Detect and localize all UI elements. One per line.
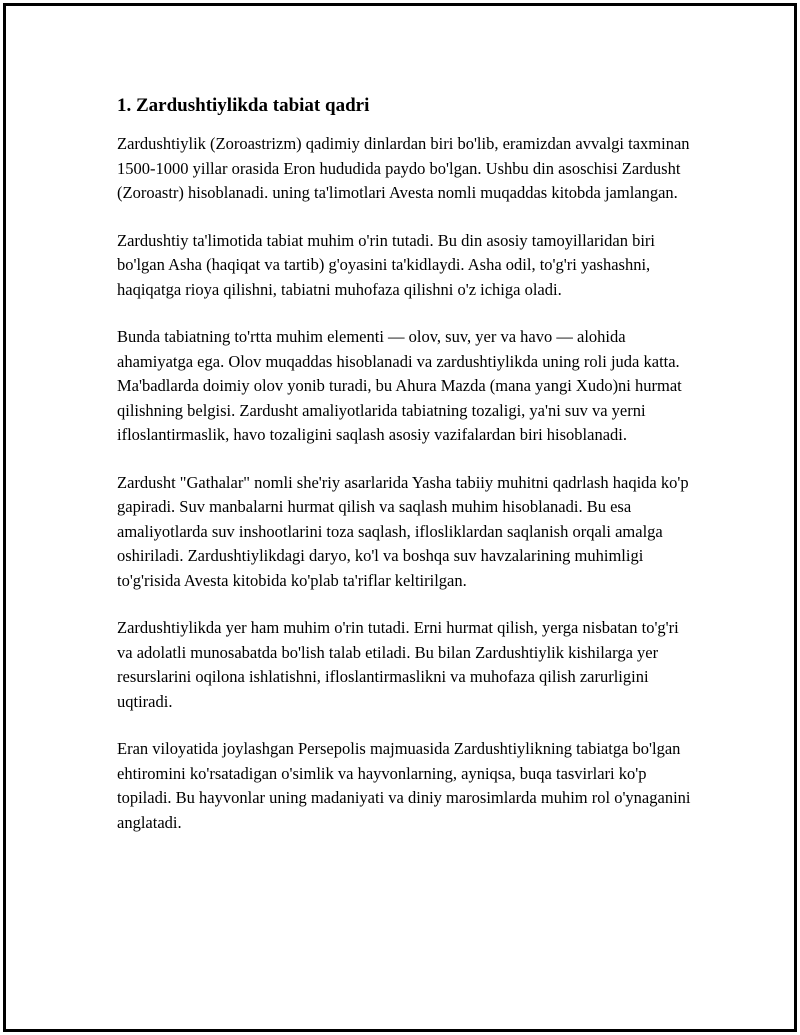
paragraph-intro: Zardushtiylik (Zoroastrizm) qadimiy dinlardan biri bo'lib, eramizdan avvalgi taxminan 1500-1000 yillar orasida Eron hududida paydo bo'lgan. Ushbu din asoschisi Zardusht (Zoroastr) hisoblanadi. uning ta'limotlari Avesta nomli muqaddas kitobda jamlangan.	[117, 134, 690, 202]
paragraph-asha: Zardushtiy ta'limotida tabiat muhim o'rin tutadi. Bu din asosiy tamoyillaridan biri bo'lgan Asha (haqiqat va tartib) g'oyasini ta'kidlaydi. Asha odil, to'g'ri yashashni, haqiqatga rioya qilishni, tabiatni muhofaza qilishni o'z ichiga oladi.	[117, 230, 655, 299]
document-body	[117, 94, 697, 858]
paragraph-gathas: Zardusht "Gathalar" nomli she'riy asarlarida Yasha tabiiy muhitni qadrlash haqida ko'p gapiradi. Suv manbalarni hurmat qilish va saqlash muhim hisoblanadi. Bu esa amaliyotlarda suv inshootlarini toza saqlash, iflosliklardan saqlanish orqali amalga oshiriladi. Zardushtiylikdagi daryo, ko'l va boshqa suv havzalarining muhimligi to'g'risida Avesta kitobida ko'plab ta'riflar keltirilgan.	[117, 472, 689, 590]
paragraph-persepolis: Eran viloyatida joylashgan Persepolis majmuasida Zardushtiylikning tabiatga bo'lgan ehtiromini ko'rsatadigan o'simlik va hayvonlarning, ayniqsa, buqa tasvirlari ko'p topiladi. Bu hayvonlar uning madaniyati va diniy marosimlarda muhim rol o'ynaganini anglatadi.	[117, 739, 691, 832]
paragraph-elements: Bunda tabiatning to'rtta muhim elementi — olov, suv, yer va havo — alohida ahamiyatga ega. Olov muqaddas hisoblanadi va zardushtiylikda uning roli juda katta. Ma'badlarda doimiy olov yonib turadi, bu Ahura Mazda (mana yangi Xudo)ni hurmat qilishning belgisi. Zardusht amaliyotlarida tabiatning tozaligi, ya'ni suv va yerni ifloslantirmaslik, havo tozaligini saqlash asosiy vazifalardan biri hisoblanadi.	[117, 327, 682, 444]
section-heading: 1. Zardushtiylikda tabiat qadri	[117, 95, 370, 116]
paragraph-earth: Zardushtiylikda yer ham muhim o'rin tutadi. Erni hurmat qilish, yerga nisbatan to'g'ri va adolatli munosabatda bo'lish talab etiladi. Bu bilan Zardushtiylik kishilarga yer resurslarini oqilona ishlatishni, ifloslantirmaslikni va muhofaza qilish zarurligini uqtiradi.	[117, 618, 679, 711]
